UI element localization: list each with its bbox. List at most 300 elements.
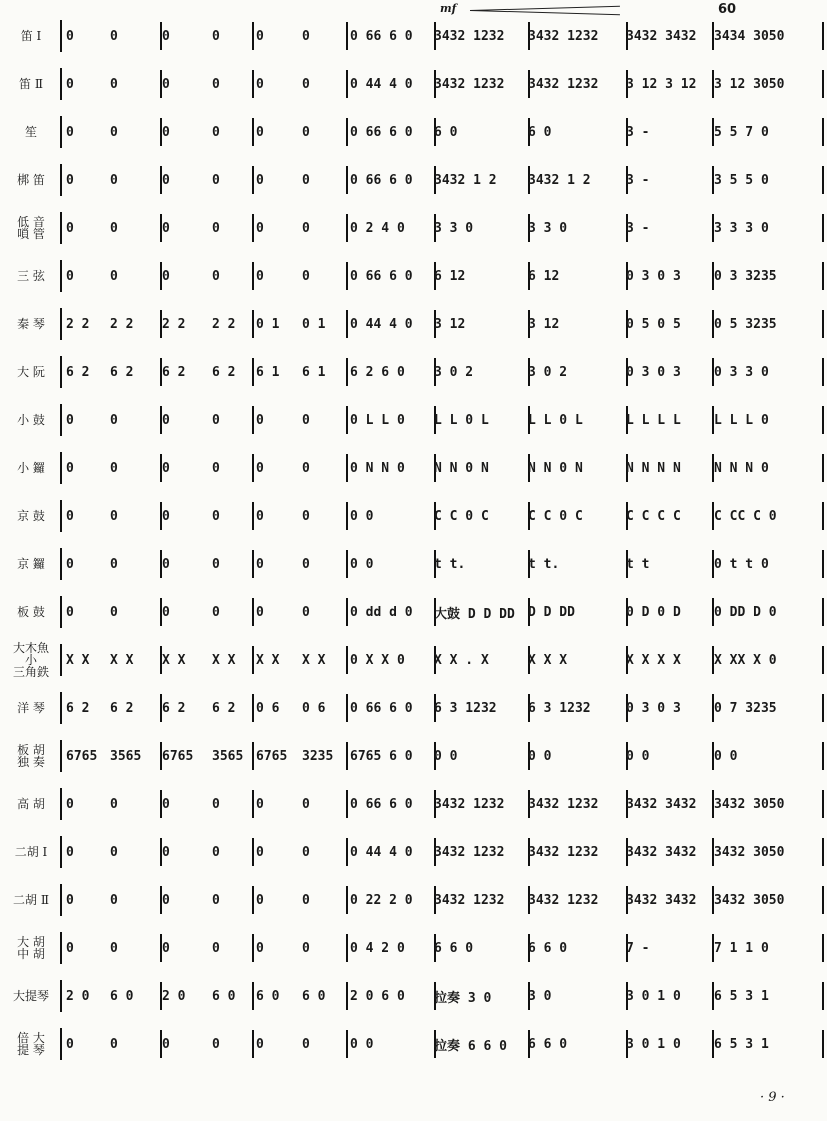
measure-cell: 0 66 6 0 — [350, 172, 413, 188]
barline — [822, 742, 824, 770]
measure-cell: 0 — [162, 892, 170, 908]
instrument-label: 大 阮 — [17, 365, 45, 379]
measure-cell: D D DD — [528, 604, 575, 620]
measure-cell: 0 — [110, 844, 118, 860]
measure-cell: 0 — [162, 460, 170, 476]
measure-cell: 0 — [212, 940, 220, 956]
measure-cell: 6 6 0 — [528, 1036, 568, 1052]
measure-cell: 0 — [110, 460, 118, 476]
measure-cell: 0 — [302, 28, 310, 44]
measure-cell: 3 0 2 — [434, 364, 474, 380]
measure-cell: 6 2 — [212, 364, 236, 380]
measure-cell: C C 0 C — [434, 508, 489, 524]
instrument-row — [0, 688, 827, 728]
measure-cell: t t. — [434, 556, 466, 572]
measure-cell: 0 — [302, 940, 310, 956]
measure-cell: 3432 1232 — [434, 892, 505, 908]
measure-cell: 0 — [212, 412, 220, 428]
barline — [822, 550, 824, 578]
measure-cell: 0 — [212, 604, 220, 620]
barline — [822, 454, 824, 482]
barline — [822, 598, 824, 626]
measure-cell: 0 4 2 0 — [350, 940, 405, 956]
measure-cell: 3 0 — [528, 988, 552, 1004]
measure-cell: 0 X X 0 — [350, 652, 405, 668]
measure-cell: 2 2 — [66, 316, 90, 332]
measure-cell: 0 — [110, 172, 118, 188]
measure-cell: 2 2 — [110, 316, 134, 332]
measure-cell: 3434 3050 — [714, 28, 785, 44]
measure-cell: 0 — [212, 268, 220, 284]
instrument-label: 小 鑼 — [17, 461, 45, 475]
measure-cell: t t. — [528, 556, 560, 572]
measure-cell: 0 66 6 0 — [350, 700, 413, 716]
measure-cell: X X — [212, 652, 236, 668]
measure-cell: 0 0 — [528, 748, 552, 764]
barline — [822, 310, 824, 338]
barline — [822, 934, 824, 962]
measure-cell: 0 N N 0 — [350, 460, 405, 476]
instrument-row — [0, 976, 827, 1016]
measure-cell: 0 — [66, 844, 74, 860]
measure-cell: 3 3 3 0 — [714, 220, 769, 236]
measure-cell: 0 — [212, 892, 220, 908]
measure-cell: 0 — [66, 76, 74, 92]
barline — [346, 454, 348, 482]
measure-cell: 0 66 6 0 — [350, 28, 413, 44]
measure-cell: 6 2 — [162, 700, 186, 716]
barline — [346, 646, 348, 674]
measure-cell: 3 12 3050 — [714, 76, 785, 92]
measure-cell: 3432 1232 — [528, 892, 599, 908]
measure-cell: 5 5 7 0 — [714, 124, 769, 140]
barline — [822, 982, 824, 1010]
measure-cell: 0 — [110, 556, 118, 572]
measure-cell: 0 — [66, 940, 74, 956]
measure-cell: 0 — [162, 76, 170, 92]
measure-cell: 0 — [302, 604, 310, 620]
measure-cell: 0 L L 0 — [350, 412, 405, 428]
measure-cell: 0 — [256, 508, 264, 524]
measure-cell: 3432 3432 — [626, 28, 697, 44]
measure-cell: 0 5 0 5 — [626, 316, 681, 332]
measure-cell: 0 — [302, 844, 310, 860]
instrument-row — [0, 448, 827, 488]
measure-cell: 0 66 6 0 — [350, 124, 413, 140]
instrument-label: 梆 笛 — [17, 173, 45, 187]
barline — [346, 310, 348, 338]
measure-cell: 6 0 — [302, 988, 326, 1004]
measure-cell: 3 - — [626, 220, 650, 236]
instrument-label: 大提琴 — [12, 989, 49, 1003]
measure-cell: 0 — [66, 556, 74, 572]
measure-cell: 拉奏 6 6 0 — [434, 1038, 507, 1054]
measure-cell: 0 — [256, 844, 264, 860]
measure-cell: 0 — [66, 508, 74, 524]
measure-cell: 6765 — [66, 748, 98, 764]
measure-cell: 0 — [256, 28, 264, 44]
measure-cell: 0 t t 0 — [714, 556, 769, 572]
measure-cell: 3432 1232 — [434, 844, 505, 860]
measure-cell: 0 — [212, 508, 220, 524]
measure-cell: 0 22 2 0 — [350, 892, 413, 908]
measure-cell: 0 66 6 0 — [350, 796, 413, 812]
measure-cell: 0 — [302, 220, 310, 236]
measure-cell: 0 — [212, 172, 220, 188]
measure-cell: 7 1 1 0 — [714, 940, 769, 956]
barline — [822, 358, 824, 386]
measure-cell: 3432 1232 — [528, 28, 599, 44]
measure-cell: 0 — [110, 76, 118, 92]
instrument-label: 低 音 嗩 管 — [17, 215, 45, 241]
barline — [346, 694, 348, 722]
measure-cell: X X — [110, 652, 134, 668]
instrument-row — [0, 592, 827, 632]
barline — [346, 742, 348, 770]
measure-cell: 0 — [110, 892, 118, 908]
measure-cell: 0 dd d 0 — [350, 604, 413, 620]
measure-cell: 0 0 — [350, 1036, 374, 1052]
barline — [346, 934, 348, 962]
measure-cell: X X X — [528, 652, 568, 668]
measure-cell: 0 1 — [256, 316, 280, 332]
measure-cell: 6 3 1232 — [434, 700, 497, 716]
measure-cell: X X . X — [434, 652, 489, 668]
measure-cell: C C 0 C — [528, 508, 583, 524]
measure-cell: 6 2 — [66, 700, 90, 716]
measure-cell: L L L L — [626, 412, 681, 428]
measure-cell: 0 — [256, 892, 264, 908]
instrument-row — [0, 400, 827, 440]
measure-cell: 6 5 3 1 — [714, 1036, 769, 1052]
instrument-label: 笛 Ⅱ — [19, 77, 43, 91]
measure-cell: 6 3 1232 — [528, 700, 591, 716]
measure-cell: 3432 1232 — [434, 796, 505, 812]
measure-cell: 0 — [302, 508, 310, 524]
instrument-row — [0, 496, 827, 536]
measure-cell: 0 D 0 D — [626, 604, 681, 620]
instrument-label: 二胡 Ⅱ — [13, 893, 49, 907]
measure-cell: 3432 3432 — [626, 844, 697, 860]
measure-cell: 3 3 0 — [528, 220, 568, 236]
instrument-row — [0, 736, 827, 776]
measure-cell: 0 — [212, 220, 220, 236]
measure-cell: 0 6 — [302, 700, 326, 716]
measure-cell: X X — [302, 652, 326, 668]
measure-cell: 0 — [212, 1036, 220, 1052]
measure-cell: 0 — [110, 508, 118, 524]
measure-cell: 6765 — [256, 748, 288, 764]
measure-cell: 3432 1232 — [528, 76, 599, 92]
measure-cell: 0 — [302, 412, 310, 428]
measure-cell: 0 — [302, 268, 310, 284]
barline — [346, 22, 348, 50]
measure-cell: 0 — [110, 28, 118, 44]
measure-cell: 3432 3050 — [714, 892, 785, 908]
measure-cell: 0 — [110, 220, 118, 236]
measure-cell: 0 2 4 0 — [350, 220, 405, 236]
instrument-row — [0, 880, 827, 920]
measure-cell: 6 6 0 — [434, 940, 474, 956]
measure-cell: 6 0 — [256, 988, 280, 1004]
measure-cell: 6 0 — [110, 988, 134, 1004]
measure-cell: 6 2 — [66, 364, 90, 380]
instrument-label: 笙 — [24, 125, 37, 139]
instrument-row — [0, 784, 827, 824]
measure-cell: L L L 0 — [714, 412, 769, 428]
measure-cell: 0 — [256, 1036, 264, 1052]
barline — [346, 790, 348, 818]
measure-cell: 0 — [66, 172, 74, 188]
measure-cell: 3565 — [212, 748, 244, 764]
measure-cell: 拉奏 3 0 — [434, 990, 492, 1006]
measure-cell: 0 — [162, 508, 170, 524]
measure-cell: X X — [162, 652, 186, 668]
measure-cell: 0 — [110, 1036, 118, 1052]
instrument-label: 京 鼓 — [17, 509, 45, 523]
barline — [346, 1030, 348, 1058]
barline — [822, 694, 824, 722]
measure-cell: 0 0 — [350, 556, 374, 572]
instrument-row — [0, 1024, 827, 1064]
measure-cell: 3 0 2 — [528, 364, 568, 380]
measure-cell: X XX X 0 — [714, 652, 777, 668]
measure-cell: 0 — [256, 268, 264, 284]
measure-cell: 0 44 4 0 — [350, 844, 413, 860]
measure-cell: 3432 3050 — [714, 844, 785, 860]
measure-cell: 2 0 — [162, 988, 186, 1004]
measure-cell: 3432 3432 — [626, 892, 697, 908]
measure-cell: 0 44 4 0 — [350, 76, 413, 92]
barline — [822, 262, 824, 290]
measure-cell: 0 3 3235 — [714, 268, 777, 284]
measure-cell: 0 44 4 0 — [350, 316, 413, 332]
measure-cell: 3235 — [302, 748, 334, 764]
measure-cell: 0 — [302, 556, 310, 572]
barline — [346, 838, 348, 866]
measure-cell: 0 — [110, 124, 118, 140]
measure-cell: 6 12 — [528, 268, 560, 284]
measure-cell: 0 — [256, 412, 264, 428]
barline — [346, 262, 348, 290]
dynamic-mark: mf — [440, 2, 457, 15]
instrument-row — [0, 256, 827, 296]
measure-cell: 0 — [212, 796, 220, 812]
measure-cell: 0 3 3 0 — [714, 364, 769, 380]
measure-cell: 3432 1232 — [528, 844, 599, 860]
instrument-label: 高 胡 — [17, 797, 45, 811]
instrument-label: 板 胡 独 奏 — [17, 743, 45, 769]
measure-cell: 6 0 — [434, 124, 458, 140]
measure-cell: 0 — [212, 460, 220, 476]
measure-cell: 6765 — [162, 748, 194, 764]
measure-cell: 3432 1232 — [434, 76, 505, 92]
measure-cell: 3 - — [626, 124, 650, 140]
measure-cell: 0 — [302, 796, 310, 812]
instrument-label: 洋 琴 — [17, 701, 45, 715]
barline — [346, 550, 348, 578]
measure-cell: 0 — [66, 892, 74, 908]
measure-cell: 6 6 0 — [528, 940, 568, 956]
measure-cell: 0 — [256, 556, 264, 572]
instrument-row — [0, 832, 827, 872]
instrument-label: 二胡 Ⅰ — [14, 845, 48, 859]
measure-cell: 3432 3432 — [626, 796, 697, 812]
barline — [346, 406, 348, 434]
measure-cell: 0 — [162, 172, 170, 188]
measure-cell: 0 — [302, 124, 310, 140]
barline — [822, 886, 824, 914]
barline — [822, 22, 824, 50]
instrument-row — [0, 16, 827, 56]
measure-cell: 0 — [66, 220, 74, 236]
instrument-label: 板 鼓 — [17, 605, 45, 619]
barline — [822, 118, 824, 146]
measure-cell: 6765 6 0 — [350, 748, 413, 764]
measure-cell: 0 — [256, 220, 264, 236]
barline — [822, 166, 824, 194]
instrument-row — [0, 208, 827, 248]
measure-cell: 0 0 — [350, 508, 374, 524]
barline — [822, 214, 824, 242]
measure-cell: 0 — [162, 124, 170, 140]
measure-cell: 0 — [66, 796, 74, 812]
measure-cell: 7 - — [626, 940, 650, 956]
measure-cell: 3 0 1 0 — [626, 988, 681, 1004]
measure-cell: L L 0 L — [528, 412, 583, 428]
measure-cell: 0 — [162, 796, 170, 812]
measure-cell: 3 3 0 — [434, 220, 474, 236]
measure-cell: 2 2 — [162, 316, 186, 332]
barline — [346, 70, 348, 98]
barline — [822, 502, 824, 530]
measure-cell: 0 6 — [256, 700, 280, 716]
instrument-label: 小 鼓 — [17, 413, 45, 427]
measure-cell: 6 2 — [212, 700, 236, 716]
measure-cell: X X X X — [626, 652, 681, 668]
measure-cell: X X — [256, 652, 280, 668]
instrument-label: 大 胡 中 胡 — [17, 935, 45, 961]
barline — [822, 646, 824, 674]
measure-cell: 3432 3050 — [714, 796, 785, 812]
measure-cell: 0 — [256, 124, 264, 140]
measure-cell: 6 5 3 1 — [714, 988, 769, 1004]
instrument-label: 大木魚 小 三角鉄 — [12, 641, 49, 679]
measure-cell: 3 12 — [528, 316, 560, 332]
measure-cell: 0 — [66, 460, 74, 476]
measure-cell: 0 — [302, 172, 310, 188]
barline — [346, 214, 348, 242]
measure-cell: 0 — [110, 268, 118, 284]
measure-cell: 0 — [256, 76, 264, 92]
measure-cell: 0 — [212, 556, 220, 572]
measure-cell: 0 — [162, 604, 170, 620]
measure-cell: 0 — [302, 460, 310, 476]
measure-cell: 3 - — [626, 172, 650, 188]
measure-cell: 0 — [66, 1036, 74, 1052]
measure-cell: 0 66 6 0 — [350, 268, 413, 284]
measure-cell: 0 — [66, 604, 74, 620]
measure-cell: N N 0 N — [434, 460, 489, 476]
instrument-row — [0, 544, 827, 584]
measure-cell: 3432 1 2 — [528, 172, 591, 188]
measure-cell: 0 3 0 3 — [626, 364, 681, 380]
measure-cell: 0 — [66, 268, 74, 284]
measure-cell: 0 — [162, 268, 170, 284]
barline — [346, 358, 348, 386]
barline — [822, 70, 824, 98]
barline — [822, 790, 824, 818]
measure-cell: 0 1 — [302, 316, 326, 332]
measure-cell: 0 — [302, 1036, 310, 1052]
measure-cell: 6 0 — [528, 124, 552, 140]
barline — [346, 502, 348, 530]
measure-cell: 0 — [110, 940, 118, 956]
measure-cell: X X — [66, 652, 90, 668]
measure-cell: 6 2 — [110, 364, 134, 380]
instrument-row — [0, 640, 827, 680]
measure-cell: N N N 0 — [714, 460, 769, 476]
measure-cell: 0 — [302, 76, 310, 92]
measure-cell: 0 — [162, 1036, 170, 1052]
measure-cell: 6 0 — [212, 988, 236, 1004]
measure-cell: 3 5 5 0 — [714, 172, 769, 188]
barline — [822, 838, 824, 866]
instrument-label: 倍 大 提 琴 — [17, 1031, 45, 1057]
measure-cell: 3432 1232 — [528, 796, 599, 812]
measure-cell: 0 — [66, 412, 74, 428]
measure-cell: 0 — [256, 460, 264, 476]
measure-cell: 0 — [110, 412, 118, 428]
measure-cell: 0 — [256, 940, 264, 956]
instrument-row — [0, 160, 827, 200]
measure-cell: 3 12 3 12 — [626, 76, 697, 92]
measure-cell: 2 2 — [212, 316, 236, 332]
instrument-row — [0, 352, 827, 392]
measure-cell: N N N N — [626, 460, 681, 476]
measure-cell: 6 12 — [434, 268, 466, 284]
measure-cell: 3 0 1 0 — [626, 1036, 681, 1052]
measure-cell: L L 0 L — [434, 412, 489, 428]
measure-cell: 3432 1 2 — [434, 172, 497, 188]
measure-cell: 0 — [212, 124, 220, 140]
measure-cell: 0 DD D 0 — [714, 604, 777, 620]
measure-cell: 3432 1232 — [434, 28, 505, 44]
instrument-label: 京 鑼 — [17, 557, 45, 571]
instrument-label: 秦 琴 — [17, 317, 45, 331]
measure-cell: 0 — [162, 220, 170, 236]
barline — [822, 1030, 824, 1058]
measure-cell: 0 3 0 3 — [626, 700, 681, 716]
instrument-row — [0, 64, 827, 104]
measure-cell: 6 2 — [110, 700, 134, 716]
measure-cell: 0 — [256, 604, 264, 620]
measure-cell: 0 — [302, 892, 310, 908]
barline — [822, 406, 824, 434]
measure-cell: 0 — [256, 172, 264, 188]
measure-cell: 0 — [256, 796, 264, 812]
measure-cell: 0 — [66, 28, 74, 44]
measure-cell: 0 3 0 3 — [626, 268, 681, 284]
measure-cell: 0 — [212, 28, 220, 44]
measure-cell: 0 0 — [714, 748, 738, 764]
measure-cell: 大鼓 D D DD — [434, 606, 515, 622]
measure-cell: C CC C 0 — [714, 508, 777, 524]
measure-cell: 0 5 3235 — [714, 316, 777, 332]
barline — [346, 118, 348, 146]
measure-cell: t t — [626, 556, 650, 572]
measure-cell: 0 — [162, 940, 170, 956]
